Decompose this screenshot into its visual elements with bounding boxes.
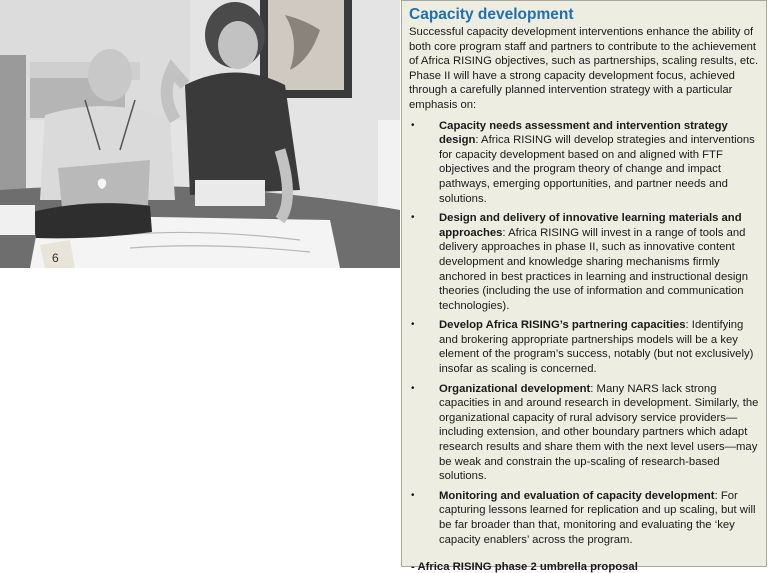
item-text: : Many NARS lack strong capacities in and around research in development. Similarly, the organizational capacity of rural advisory service providers—including extension, and other boundary partners which adapt research results and share them with the next level users—may be weak and constrain the up-scaling of research-based solutions. [439, 382, 759, 483]
list-item [409, 382, 759, 484]
item-title: Design and delivery of innovative learning materials and approaches [439, 212, 742, 239]
bullet-icon: • [411, 212, 415, 224]
item-text: : Identifying and brokering appropriate partnerships models will be a key element of the program’s success, notably (but not exclusively) insofar as scaling is concerned. [439, 319, 754, 376]
list-item [409, 211, 759, 313]
bullet-icon: • [411, 489, 415, 501]
list-item [409, 119, 759, 207]
item-text: : For capturing lessons learned for replication and up scaling, but will be far broader than that, monitoring and evaluating the ‘key capacity enablers’ across the program. [439, 489, 756, 546]
bullet-icon: • [411, 119, 415, 131]
item-title: Capacity needs assessment and intervention strategy design [439, 119, 728, 147]
photo-illustration [0, 0, 400, 268]
list-item [409, 489, 759, 547]
source-citation: - Africa RISING phase 2 umbrella proposal [411, 561, 638, 573]
item-title: Organizational development [439, 382, 591, 395]
intro-paragraph: Successful capacity development interventions enhance the ability of both core program staff and partners to contribute to the achievement of Africa RISING objectives, such as partnerships, scaling results, etc. Phase II will have a strong capacity development focus, achieved through a carefully planned intervention strategy with a particular emphasis on: [409, 26, 759, 111]
item-title: Monitoring and evaluation of capacity development [439, 489, 715, 502]
emphasis-list [409, 119, 759, 548]
card-number: 6 [52, 251, 59, 265]
panel-title: Capacity development [409, 6, 574, 23]
workshop-photo [0, 0, 400, 268]
capacity-development-panel [401, 0, 767, 573]
bullet-icon: • [411, 319, 415, 331]
item-text: : Africa RISING will invest in a range of tools and delivery approaches in phase II, such as innovative content development and knowledge sharing mechanisms firmly anchored in best practices in learning and instructional design theories (including the use of information and communication technologies). [439, 226, 748, 312]
bullet-icon: • [411, 382, 415, 394]
item-title: Develop Africa RISING’s partnering capacities [439, 319, 686, 332]
item-text: : Africa RISING will develop strategies and interventions for capacity development based on and aligned with FTF objectives and the program theory of change and impact pathways, emerging opportunities, and partner needs and solutions. [439, 134, 755, 205]
list-item [409, 318, 759, 376]
